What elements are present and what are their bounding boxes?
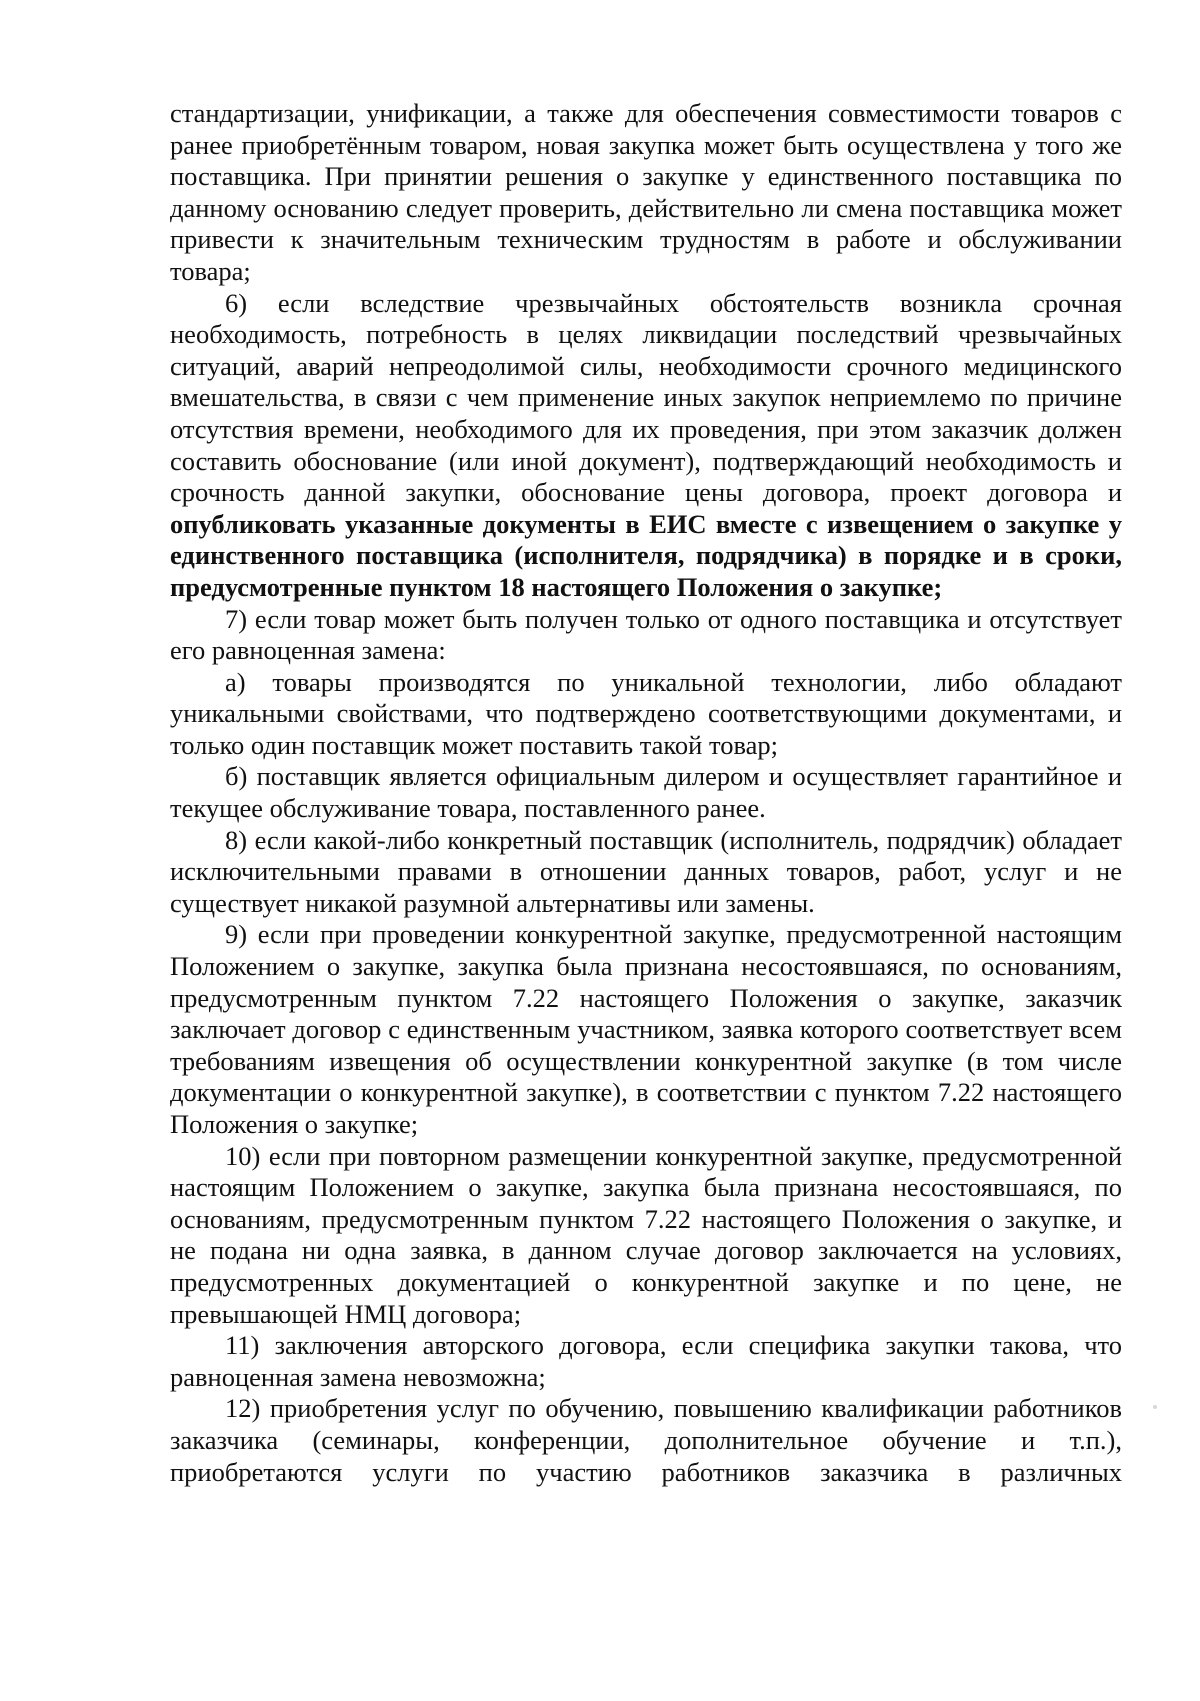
paragraph-item-8: 8) если какой-либо конкретный поставщик (исполнитель, подрядчик) обладает исключительными правами в отношении данных товаров, работ, услуг и не существует никакой разумной альтернативы или замены. (170, 824, 1122, 918)
paragraph-item-9: 9) если при проведении конкурентной закупке, предусмотренной настоящим Положением о закупке, закупка была признана несостоявшаяся, по основаниям, предусмотренным пунктом 7.22 настоящего Положения о закупке, заказчик заключает договор с единственным участником, заявка которого соответствует всем требованиям извещения об осуществлении конкурентной закупке (в том числе документации о конкурентной закупке), в соответствии с пунктом 7.22 настоящего Положения о закупке; (170, 919, 1122, 1139)
document-page (170, 98, 1122, 1488)
paragraph-item-12: 12) приобретения услуг по обучению, повышению квалификации работников заказчика (семинары, конференции, дополнительное обучение и т.п.), приобретаются услуги по участию работников заказчика в различных (170, 1393, 1122, 1487)
paragraph-item-10: 10) если при повторном размещении конкурентной закупке, предусмотренной настоящим Положением о закупке, закупка была признана несостоявшаяся, по основаниям, предусмотренным пунктом 7.22 настоящего Положения о закупке, и не подана ни одна заявка, в данном случае договор заключается на условиях, предусмотренных документацией о конкурентной закупке и по цене, не превышающей НМЦ договора; (170, 1140, 1122, 1329)
scan-speck (1153, 1405, 1157, 1409)
paragraph-item-7: 7) если товар может быть получен только от одного поставщика и отсутствует его равноценная замена: (170, 603, 1122, 666)
paragraph-item-7a: а) товары производятся по уникальной технологии, либо обладают уникальными свойствами, что подтверждено соответствующими документами, и только один поставщик может поставить такой товар; (170, 666, 1122, 760)
paragraph-item-11: 11) заключения авторского договора, если специфика закупки такова, что равноценная замена невозможна; (170, 1330, 1122, 1392)
paragraph-continuation: стандартизации, унификации, а также для обеспечения совместимости товаров с ранее приобретённым товаром, новая закупка может быть осуществлена у того же поставщика. При принятии решения о закупке у единственного поставщика по данному основанию следует проверить, действительно ли смена поставщика может привести к значительным техническим трудностям в работе и обслуживании товара; (170, 98, 1122, 286)
item-6-text: 6) если вследствие чрезвычайных обстоятельств возникла срочная необходимость, потребность в целях ликвидации последствий чрезвычайных ситуаций, аварий непреодолимой силы, необходимости срочного медицинского вмешательства, в связи с чем применение иных закупок неприемлемо по причине отсутствия времени, необходимого для их проведения, при этом заказчик должен составить обоснование (или иной документ), подтверждающий необходимость и срочность данной закупки, обоснование цены договора, проект договора и (170, 287, 1122, 508)
paragraph-item-7b: б) поставщик является официальным дилером и осуществляет гарантийное и текущее обслуживание товара, поставленного ранее. (170, 761, 1122, 824)
paragraph-item-6 (170, 288, 1122, 604)
item-6-bold-text: опубликовать указанные документы в ЕИС вместе с извещением о закупке у единственного поставщика (исполнителя, подрядчика) в порядке и в сроки, предусмотренные пунктом 18 настоящего Положения о закупке; (170, 508, 1122, 602)
